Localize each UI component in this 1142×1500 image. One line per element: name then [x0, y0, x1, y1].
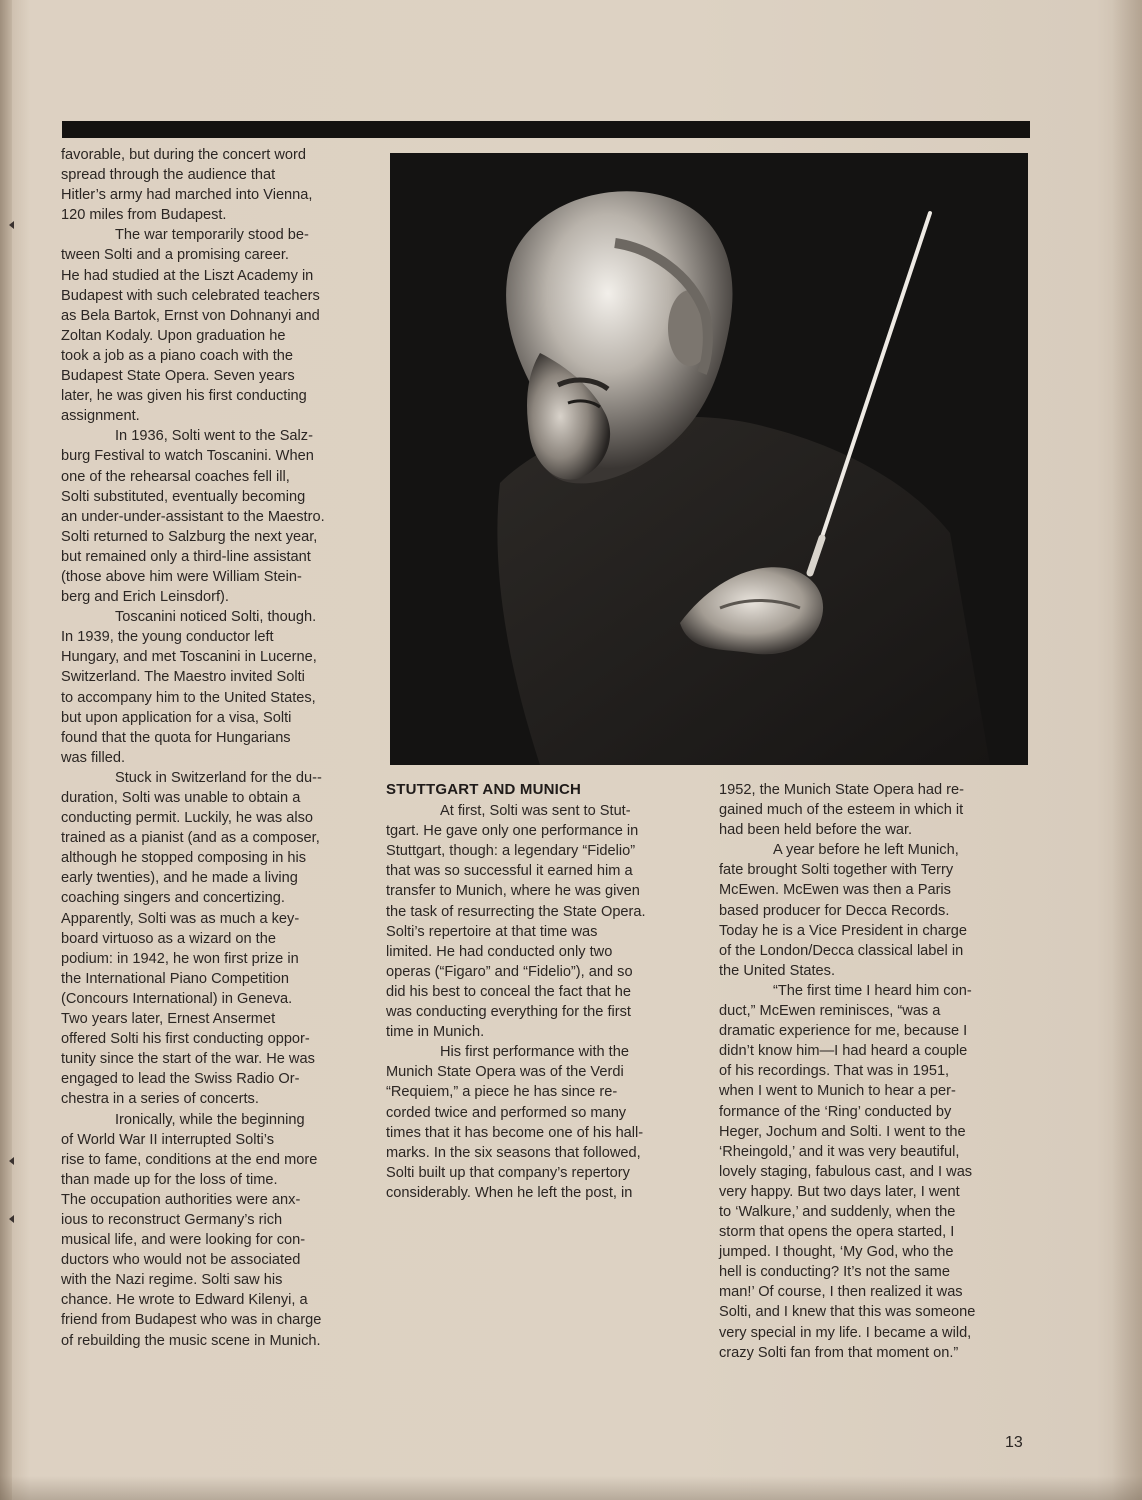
text-line: chance. He wrote to Edward Kilenyi, a: [61, 1292, 308, 1309]
text-line: offered Solti his first conducting oppor-: [61, 1031, 310, 1048]
text-line: Today he is a Vice President in charge: [719, 922, 967, 939]
text-line: did his best to conceal the fact that he: [386, 983, 632, 1000]
text-line: A year before he left Munich,: [773, 842, 959, 859]
text-line: the task of resurrecting the State Opera.: [386, 903, 646, 920]
text-line: Budapest with such celebrated teachers: [61, 287, 320, 304]
text-line: “Requiem,” a piece he has since re-: [386, 1084, 618, 1101]
text-line: ductors who would not be associated: [61, 1252, 301, 1269]
text-line: (those above him were William Stein-: [61, 568, 302, 585]
text-line: At first, Solti was sent to Stut-: [440, 803, 631, 820]
text-line: to ‘Walkure,’ and suddenly, when the: [719, 1203, 956, 1220]
text-line: Solti returned to Salzburg the next year,: [61, 528, 318, 545]
text-line: but remained only a third-line assistant: [61, 548, 311, 565]
text-line: spread through the audience that: [61, 167, 276, 184]
text-line: took a job as a piano coach with the: [61, 347, 294, 364]
page-number: 13: [1005, 1434, 1023, 1451]
text-line: formance of the ‘Ring’ conducted by: [719, 1103, 952, 1120]
text-line: with the Nazi regime. Solti saw his: [61, 1272, 283, 1289]
text-line: In 1939, the young conductor left: [61, 629, 274, 646]
text-line: In 1936, Solti went to the Salz-: [115, 428, 313, 445]
text-line: time in Munich.: [386, 1024, 485, 1041]
text-line: McEwen. McEwen was then a Paris: [719, 882, 951, 899]
text-line: corded twice and performed so many: [386, 1104, 627, 1121]
text-line: considerably. When he left the post, in: [386, 1184, 633, 1201]
text-line: based producer for Decca Records.: [719, 902, 950, 919]
text-line: Munich State Opera was of the Verdi: [386, 1064, 624, 1081]
text-line: an under-under-assistant to the Maestro.: [61, 508, 325, 525]
text-line: conducting permit. Luckily, he was also: [61, 810, 313, 827]
text-line: friend from Budapest who was in charge: [61, 1312, 322, 1329]
text-line: duration, Solti was unable to obtain a: [61, 790, 301, 806]
text-line: Hitler’s army had marched into Vienna,: [61, 187, 313, 204]
text-line: chestra in a series of concerts.: [61, 1091, 259, 1108]
text-line: later, he was given his first conducting: [61, 388, 307, 405]
text-line: 120 miles from Budapest.: [61, 207, 227, 224]
text-line: dramatic experience for me, because I: [719, 1023, 968, 1040]
text-line: than made up for the loss of time.: [61, 1171, 278, 1188]
text-line: musical life, and were looking for con-: [61, 1232, 306, 1249]
text-line: tween Solti and a promising career.: [61, 247, 289, 264]
text-line: but upon application for a visa, Solti: [61, 709, 292, 726]
text-line: lovely staging, fabulous cast, and I was: [719, 1163, 973, 1180]
text-line: Two years later, Ernest Ansermet: [61, 1011, 276, 1028]
text-line: transfer to Munich, where he was given: [386, 883, 640, 900]
text-line: rise to fame, conditions at the end more: [61, 1151, 318, 1168]
text-line: trained as a pianist (and as a composer,: [61, 830, 320, 847]
conductor-with-baton-icon: [390, 153, 1028, 765]
text-line: Switzerland. The Maestro invited Solti: [61, 669, 305, 686]
text-line: one of the rehearsal coaches fell ill,: [61, 468, 290, 485]
margin-mark: [9, 1157, 14, 1165]
margin-mark: [9, 221, 14, 229]
text-line: operas (“Figaro” and “Fidelio”), and so: [386, 963, 633, 980]
text-line: Heger, Jochum and Solti. I went to the: [719, 1123, 966, 1140]
text-line: of World War II interrupted Solti’s: [61, 1131, 275, 1148]
text-line: gained much of the esteem in which it: [719, 802, 964, 819]
article-column-1: [61, 145, 361, 1351]
text-line: tgart. He gave only one performance in: [386, 823, 639, 840]
text-line: He had studied at the Liszt Academy in: [61, 267, 314, 284]
text-line: Apparently, Solti was as much a key-: [61, 910, 300, 927]
text-line: tunity since the start of the war. He was: [61, 1051, 315, 1068]
text-line: Solti substituted, eventually becoming: [61, 488, 306, 505]
header-rule-bar: [62, 121, 1030, 138]
text-line: the International Piano Competition: [61, 970, 289, 987]
text-line: of rebuilding the music scene in Munich.: [61, 1332, 321, 1349]
text-line: although he stopped composing in his: [61, 850, 307, 867]
text-line: very special in my life. I became a wild,: [719, 1324, 972, 1341]
text-line: of his recordings. That was in 1951,: [719, 1063, 950, 1080]
article-column-3: [719, 780, 1019, 1363]
text-line: when I went to Munich to hear a per-: [719, 1083, 956, 1100]
text-line: Budapest State Opera. Seven years: [61, 368, 295, 385]
text-line: “The first time I heard him con-: [773, 982, 972, 999]
text-line: burg Festival to watch Toscanini. When: [61, 448, 314, 465]
text-line: Zoltan Kodaly. Upon graduation he: [61, 327, 286, 344]
text-line: podium: in 1942, he won first prize in: [61, 950, 299, 967]
text-line: 1952, the Munich State Opera had re-: [719, 782, 965, 798]
section-heading: STUTTGART AND MUNICH: [386, 781, 582, 798]
text-line: that was so successful it earned him a: [386, 863, 633, 880]
text-line: berg and Erich Leinsdorf).: [61, 589, 229, 606]
page-right-edge: [1112, 0, 1142, 1500]
text-line: Toscanini noticed Solti, though.: [115, 609, 317, 626]
text-line: ‘Rheingold,’ and it was very beautiful,: [719, 1143, 960, 1160]
text-line: fate brought Solti together with Terry: [719, 862, 954, 879]
text-line: assignment.: [61, 408, 140, 425]
text-line: Stuttgart, though: a legendary “Fidelio”: [386, 843, 636, 860]
text-line: The war temporarily stood be-: [115, 227, 309, 244]
text-line: had been held before the war.: [719, 822, 913, 839]
text-line: His first performance with the: [440, 1044, 629, 1061]
page-bottom-edge: [0, 1476, 1142, 1500]
text-line: (Concours International) in Geneva.: [61, 990, 293, 1007]
text-line: hell is conducting? It’s not the same: [719, 1264, 950, 1281]
text-line: of the London/Decca classical label in: [719, 942, 964, 959]
text-line: Ironically, while the beginning: [115, 1111, 305, 1128]
text-line: times that it has become one of his hall-: [386, 1124, 644, 1141]
text-line: found that the quota for Hungarians: [61, 729, 291, 746]
text-line: crazy Solti fan from that moment on.”: [719, 1344, 959, 1361]
text-line: storm that opens the opera started, I: [719, 1224, 955, 1241]
text-line: was filled.: [61, 749, 126, 766]
text-line: the United States.: [719, 962, 836, 979]
text-line: Stuck in Switzerland for the du--: [115, 769, 322, 786]
text-line: to accompany him to the United States,: [61, 689, 316, 706]
text-line: limited. He had conducted only two: [386, 943, 613, 960]
text-line: The occupation authorities were anx-: [61, 1191, 301, 1208]
text-line: early twenties), and he made a living: [61, 870, 298, 887]
text-line: jumped. I thought, ‘My God, who the: [719, 1244, 954, 1261]
text-line: Solti, and I knew that this was someone: [719, 1304, 976, 1321]
text-line: Hungary, and met Toscanini in Lucerne,: [61, 649, 317, 666]
conductor-photo: [390, 153, 1028, 765]
text-line: was conducting everything for the first: [386, 1004, 631, 1021]
text-line: board virtuoso as a wizard on the: [61, 930, 276, 947]
text-line: man!’ Of course, I then realized it was: [719, 1284, 963, 1301]
margin-mark: [9, 1215, 14, 1223]
text-line: very happy. But two days later, I went: [719, 1183, 960, 1200]
article-column-2: [386, 780, 686, 1203]
text-line: marks. In the six seasons that followed,: [386, 1144, 641, 1161]
text-line: favorable, but during the concert word: [61, 147, 306, 163]
text-line: as Bela Bartok, Ernst von Dohnanyi and: [61, 307, 320, 324]
text-line: ious to reconstruct Germany’s rich: [61, 1211, 283, 1228]
text-line: coaching singers and concertizing.: [61, 890, 285, 907]
text-line: didn’t know him—I had heard a couple: [719, 1043, 968, 1060]
text-line: Solti’s repertoire at that time was: [386, 923, 598, 940]
text-line: engaged to lead the Swiss Radio Or-: [61, 1071, 300, 1088]
text-line: Solti built up that company’s repertory: [386, 1164, 630, 1181]
text-line: duct,” McEwen reminisces, “was a: [719, 1003, 941, 1020]
